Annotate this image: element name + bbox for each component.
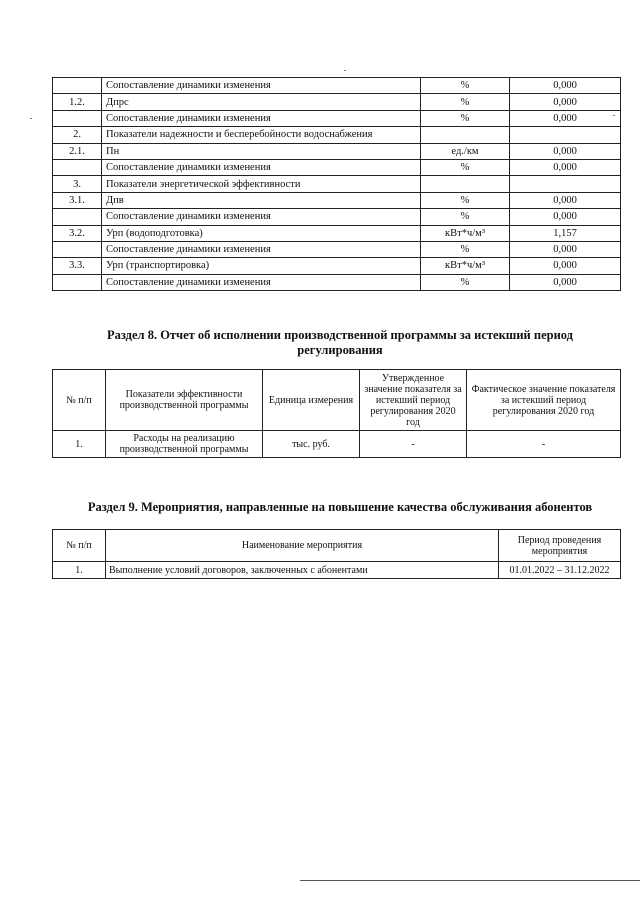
row-number <box>53 209 102 225</box>
row-number <box>53 78 102 94</box>
row-unit: % <box>421 110 510 126</box>
row-number: 2.1. <box>53 143 102 159</box>
row-number: 3.3. <box>53 258 102 274</box>
row-unit: кВт*ч/м³ <box>421 225 510 241</box>
scan-speck <box>30 118 32 119</box>
row-period: 01.01.2022 – 31.12.2022 <box>499 562 621 579</box>
row-value: 0,000 <box>510 110 621 126</box>
page-bottom-edge <box>300 880 640 881</box>
row-unit: % <box>421 274 510 290</box>
row-value <box>510 127 621 143</box>
row-value: 0,000 <box>510 78 621 94</box>
header-cell: Наименование мероприятия <box>106 530 499 562</box>
row-name: Дпрс <box>102 94 421 110</box>
table-row <box>53 192 621 208</box>
row-number: 2. <box>53 127 102 143</box>
header-cell: Утвержденное значение показателя за истекший период регулирования 2020 год <box>360 370 467 431</box>
row-name: Пн <box>102 143 421 159</box>
row-name: Показатели энергетической эффективности <box>102 176 421 192</box>
row-unit: кВт*ч/м³ <box>421 258 510 274</box>
table-header-row <box>53 370 621 431</box>
row-unit: % <box>421 94 510 110</box>
row-value: 0,000 <box>510 241 621 257</box>
row-value: 0,000 <box>510 192 621 208</box>
section-9-table <box>52 529 621 579</box>
row-name: Урп (транспортировка) <box>102 258 421 274</box>
table-row <box>53 562 621 579</box>
row-name: Сопоставление динамики изменения <box>102 274 421 290</box>
table-row <box>53 225 621 241</box>
row-unit: % <box>421 192 510 208</box>
table-row <box>53 159 621 175</box>
table-row <box>53 258 621 274</box>
row-name: Сопоставление динамики изменения <box>102 159 421 175</box>
row-number: 3.1. <box>53 192 102 208</box>
row-unit: % <box>421 241 510 257</box>
row-value: 0,000 <box>510 143 621 159</box>
row-value: 1,157 <box>510 225 621 241</box>
section-8-title-line1: Раздел 8. Отчет об исполнении производственной программы за истекший период <box>107 328 573 342</box>
row-name: Урп (водоподготовка) <box>102 225 421 241</box>
table-row <box>53 176 621 192</box>
table-row <box>53 431 621 458</box>
row-number: 3. <box>53 176 102 192</box>
row-value: 0,000 <box>510 209 621 225</box>
row-unit: % <box>421 209 510 225</box>
row-value: 0,000 <box>510 159 621 175</box>
row-unit: % <box>421 159 510 175</box>
table-row <box>53 241 621 257</box>
row-number <box>53 241 102 257</box>
scan-speck <box>344 70 346 71</box>
header-cell: № п/п <box>53 530 106 562</box>
row-number: 1. <box>53 431 106 458</box>
row-name: Сопоставление динамики изменения <box>102 110 421 126</box>
table-row <box>53 127 621 143</box>
indicators-table-body <box>53 78 621 291</box>
table-header-row <box>53 530 621 562</box>
row-indicator-name: Расходы на реализацию производственной программы <box>106 431 263 458</box>
table-row <box>53 94 621 110</box>
row-number <box>53 159 102 175</box>
row-name: Сопоставление динамики изменения <box>102 78 421 94</box>
header-cell: Единица измерения <box>263 370 360 431</box>
row-number: 3.2. <box>53 225 102 241</box>
section-9-heading <box>60 500 620 515</box>
row-number <box>53 274 102 290</box>
row-value: 0,000 <box>510 94 621 110</box>
row-unit: ед./км <box>421 143 510 159</box>
table-row <box>53 110 621 126</box>
section-8-table <box>52 369 621 458</box>
row-number: 1.2. <box>53 94 102 110</box>
row-value <box>510 176 621 192</box>
table-row <box>53 78 621 94</box>
row-value: 0,000 <box>510 258 621 274</box>
row-number: 1. <box>53 562 106 579</box>
table-row <box>53 274 621 290</box>
row-number <box>53 110 102 126</box>
header-cell: Показатели эффективности производственной программы <box>106 370 263 431</box>
row-name: Сопоставление динамики изменения <box>102 209 421 225</box>
indicators-table <box>52 77 621 291</box>
table-row <box>53 143 621 159</box>
section-9-title: Раздел 9. Мероприятия, направленные на повышение качества обслуживания абонентов <box>87 500 593 514</box>
row-name: Сопоставление динамики изменения <box>102 241 421 257</box>
row-value: 0,000 <box>510 274 621 290</box>
row-actual-value: - <box>467 431 621 458</box>
section-8-heading <box>60 328 620 358</box>
header-cell: Фактическое значение показателя за истекший период регулирования 2020 год <box>467 370 621 431</box>
row-unit: % <box>421 78 510 94</box>
row-measure-name: Выполнение условий договоров, заключенных с абонентами <box>106 562 499 579</box>
header-cell: № п/п <box>53 370 106 431</box>
row-unit <box>421 176 510 192</box>
section-8-title-line2: регулирования <box>297 343 383 357</box>
row-name: Дпв <box>102 192 421 208</box>
table-row <box>53 209 621 225</box>
row-unit <box>421 127 510 143</box>
row-name: Показатели надежности и бесперебойности водоснабжения <box>102 127 421 143</box>
row-unit: тыс. руб. <box>263 431 360 458</box>
header-cell: Период проведения мероприятия <box>499 530 621 562</box>
row-planned-value: - <box>360 431 467 458</box>
